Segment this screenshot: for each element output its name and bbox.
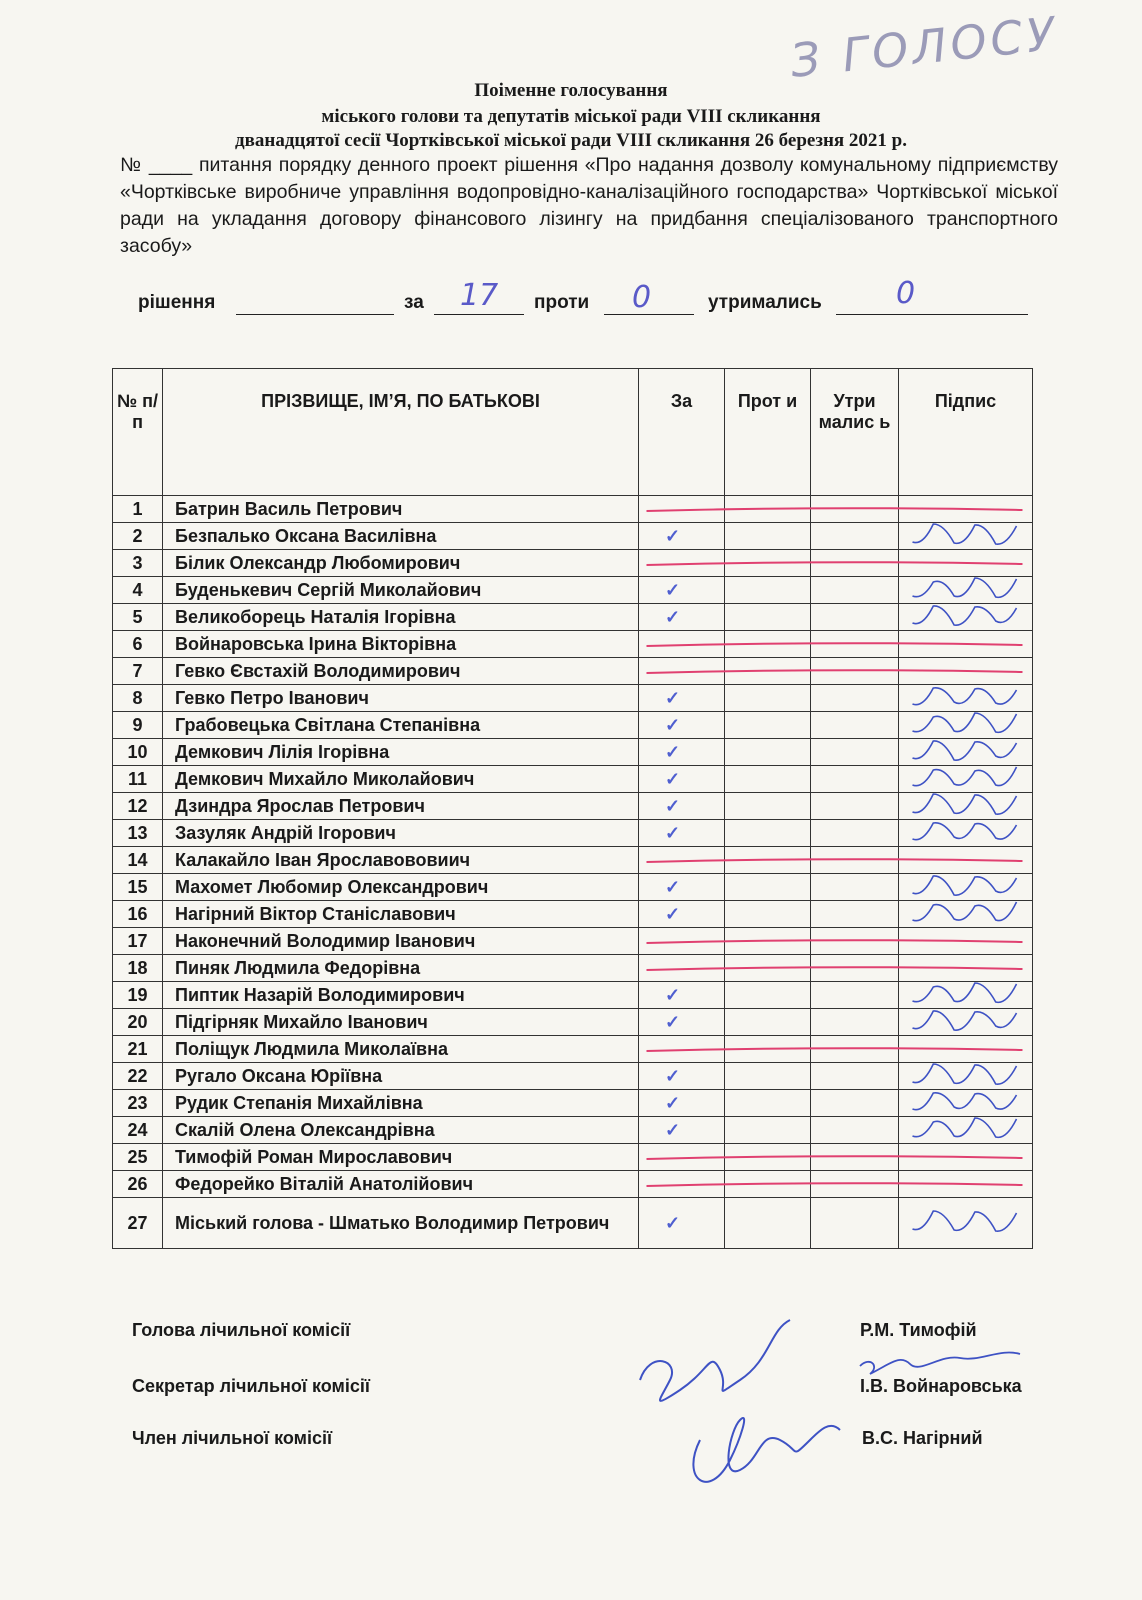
table-row (113, 1117, 1033, 1144)
signature-cell (899, 739, 1033, 766)
vote-for-cell (639, 928, 725, 955)
deputy-name: Скалій Олена Олександрівна (163, 1117, 639, 1144)
signature-cell (899, 1090, 1033, 1117)
chair-signature (860, 1352, 1020, 1374)
vote-for-cell: ✓ (639, 1009, 725, 1036)
vote-abstained-cell (811, 685, 899, 712)
table-row (113, 1036, 1033, 1063)
vote-for-cell (639, 1171, 725, 1198)
vote-against-cell (725, 847, 811, 874)
signature-cell (899, 982, 1033, 1009)
vote-against-cell (725, 1009, 811, 1036)
deputy-name: Гевко Петро Іванович (163, 685, 639, 712)
row-number: 23 (113, 1090, 163, 1117)
row-number: 7 (113, 658, 163, 685)
decision-blank (236, 314, 394, 315)
deputy-name: Нагірний Віктор Станіславович (163, 901, 639, 928)
table-row (113, 847, 1033, 874)
row-number: 16 (113, 901, 163, 928)
deputy-name: Дзиндра Ярослав Петрович (163, 793, 639, 820)
col-against-header: Прот и (725, 369, 811, 496)
deputy-name: Підгірняк Михайло Іванович (163, 1009, 639, 1036)
vote-against-cell (725, 712, 811, 739)
against-count: 0 (632, 280, 652, 315)
vote-abstained-cell (811, 1198, 899, 1249)
vote-for-cell: ✓ (639, 1198, 725, 1249)
vote-against-cell (725, 577, 811, 604)
vote-abstained-cell (811, 1090, 899, 1117)
row-number: 22 (113, 1063, 163, 1090)
vote-abstained-cell (811, 820, 899, 847)
vote-against-cell (725, 955, 811, 982)
vote-against-cell (725, 928, 811, 955)
table-row (113, 496, 1033, 523)
table-header-row (113, 369, 1033, 496)
table-row (113, 982, 1033, 1009)
table-row (113, 550, 1033, 577)
table-row (113, 793, 1033, 820)
vote-for-cell: ✓ (639, 874, 725, 901)
secretary-signature (640, 1320, 790, 1401)
table-row (113, 928, 1033, 955)
abstained-label: утримались (708, 292, 822, 313)
col-num-header: № п/п (113, 369, 163, 496)
vote-abstained-cell (811, 496, 899, 523)
vote-abstained-cell (811, 928, 899, 955)
signature-cell (899, 928, 1033, 955)
deputy-name: Буденькевич Сергій Миколайович (163, 577, 639, 604)
col-signature-header: Підпис (899, 369, 1033, 496)
deputy-name: Поліщук Людмила Миколаївна (163, 1036, 639, 1063)
row-number: 1 (113, 496, 163, 523)
row-number: 10 (113, 739, 163, 766)
deputy-name: Безпалько Оксана Василівна (163, 523, 639, 550)
vote-for-cell: ✓ (639, 739, 725, 766)
deputy-name: Федорейко Віталій Анатолійович (163, 1171, 639, 1198)
vote-against-cell (725, 1036, 811, 1063)
row-number: 27 (113, 1198, 163, 1249)
member-signature (693, 1418, 840, 1482)
signature-cell (899, 793, 1033, 820)
table-row (113, 1063, 1033, 1090)
table-row (113, 685, 1033, 712)
vote-against-cell (725, 820, 811, 847)
vote-against-cell (725, 523, 811, 550)
table-row (113, 1171, 1033, 1198)
row-number: 15 (113, 874, 163, 901)
vote-for-cell: ✓ (639, 1090, 725, 1117)
vote-for-cell (639, 1144, 725, 1171)
row-number: 26 (113, 1171, 163, 1198)
vote-for-cell: ✓ (639, 604, 725, 631)
vote-abstained-cell (811, 658, 899, 685)
signature-cell (899, 766, 1033, 793)
vote-for-cell (639, 631, 725, 658)
vote-abstained-cell (811, 739, 899, 766)
table-row (113, 874, 1033, 901)
deputy-name: Рудик Степанія Михайлівна (163, 1090, 639, 1117)
signature-cell (899, 901, 1033, 928)
signature-cell (899, 523, 1033, 550)
member-name: В.С. Нагірний (862, 1428, 983, 1448)
secretary-label: Секретар лічильної комісії (132, 1376, 370, 1396)
decision-label: рішення (138, 292, 216, 313)
table-row (113, 1090, 1033, 1117)
signature-cell (899, 1009, 1033, 1036)
member-label: Член лічильної комісії (132, 1428, 333, 1448)
deputy-name: Пиняк Людмила Федорівна (163, 955, 639, 982)
signature-cell (899, 847, 1033, 874)
row-number: 18 (113, 955, 163, 982)
vote-for-cell: ✓ (639, 901, 725, 928)
row-number: 8 (113, 685, 163, 712)
vote-abstained-cell (811, 982, 899, 1009)
vote-for-cell: ✓ (639, 685, 725, 712)
row-number: 2 (113, 523, 163, 550)
signature-cell (899, 1036, 1033, 1063)
row-number: 6 (113, 631, 163, 658)
vote-abstained-cell (811, 550, 899, 577)
deputy-name: Демкович Михайло Миколайович (163, 766, 639, 793)
row-number: 17 (113, 928, 163, 955)
vote-for-cell (639, 550, 725, 577)
table-row (113, 631, 1033, 658)
deputy-name: Махомет Любомир Олександрович (163, 874, 639, 901)
signature-cell (899, 955, 1033, 982)
signature-cell (899, 685, 1033, 712)
vote-against-cell (725, 658, 811, 685)
vote-against-cell (725, 739, 811, 766)
deputy-name: Войнаровська Ірина Вікторівна (163, 631, 639, 658)
deputy-name: Грабовецька Світлана Степанівна (163, 712, 639, 739)
vote-for-cell: ✓ (639, 793, 725, 820)
table-body (113, 496, 1033, 1249)
vote-against-cell (725, 550, 811, 577)
vote-against-cell (725, 1063, 811, 1090)
deputy-name: Зазуляк Андрій Ігорович (163, 820, 639, 847)
vote-for-cell: ✓ (639, 766, 725, 793)
vote-table (112, 368, 1033, 1249)
deputy-name: Батрин Василь Петрович (163, 496, 639, 523)
vote-against-cell (725, 793, 811, 820)
signature-cell (899, 631, 1033, 658)
col-name-header: ПРІЗВИЩЕ, ІМ’Я, ПО БАТЬКОВІ (163, 369, 639, 496)
table-row (113, 901, 1033, 928)
vote-against-cell (725, 982, 811, 1009)
table-row (113, 739, 1033, 766)
signature-cell (899, 820, 1033, 847)
signature-cell (899, 1198, 1033, 1249)
vote-abstained-cell (811, 712, 899, 739)
row-number: 14 (113, 847, 163, 874)
vote-abstained-cell (811, 901, 899, 928)
table-row (113, 1198, 1033, 1249)
vote-abstained-cell (811, 523, 899, 550)
signature-cell (899, 1063, 1033, 1090)
vote-for-cell: ✓ (639, 1117, 725, 1144)
vote-for-cell (639, 847, 725, 874)
vote-for-cell: ✓ (639, 712, 725, 739)
row-number: 13 (113, 820, 163, 847)
agenda-description: № ____ питання порядку денного проект рішення «Про надання дозволу комунальному підприємству «Чортківське виробниче управління водопровідно-каналізаційного господарства» Чортківської міської ради на укладання договору фінансового лізингу на придбання спеціалізованого транспортного засобу» (120, 154, 1058, 257)
vote-against-cell (725, 685, 811, 712)
signature-cell (899, 874, 1033, 901)
vote-against-cell (725, 631, 811, 658)
vote-against-cell (725, 496, 811, 523)
table-row (113, 820, 1033, 847)
vote-abstained-cell (811, 604, 899, 631)
row-number: 12 (113, 793, 163, 820)
vote-abstained-cell (811, 766, 899, 793)
vote-for-cell (639, 955, 725, 982)
chair-label: Голова лічильної комісії (132, 1320, 351, 1340)
row-number: 11 (113, 766, 163, 793)
deputy-name: Великоборець Наталія Ігорівна (163, 604, 639, 631)
vote-against-cell (725, 1171, 811, 1198)
vote-against-cell (725, 874, 811, 901)
signature-cell (899, 712, 1033, 739)
row-number: 9 (113, 712, 163, 739)
for-count: 17 (460, 278, 499, 313)
vote-for-cell: ✓ (639, 1063, 725, 1090)
session-line: дванадцятої сесії Чортківської міської ради VIII скликання 26 березня 2021 р. (235, 130, 907, 151)
table-row (113, 577, 1033, 604)
signature-cell (899, 550, 1033, 577)
vote-for-cell: ✓ (639, 820, 725, 847)
deputy-name: Ругало Оксана Юріївна (163, 1063, 639, 1090)
table-row (113, 712, 1033, 739)
deputy-name: Наконечний Володимир Іванович (163, 928, 639, 955)
vote-abstained-cell (811, 577, 899, 604)
col-abstained-header: Утри малис ь (811, 369, 899, 496)
row-number: 5 (113, 604, 163, 631)
row-number: 19 (113, 982, 163, 1009)
vote-abstained-cell (811, 847, 899, 874)
signature-cell (899, 1117, 1033, 1144)
col-for-header: За (639, 369, 725, 496)
vote-against-cell (725, 1117, 811, 1144)
vote-abstained-cell (811, 955, 899, 982)
vote-abstained-cell (811, 793, 899, 820)
vote-for-cell: ✓ (639, 982, 725, 1009)
vote-abstained-cell (811, 631, 899, 658)
deputy-name: Гевко Євстахій Володимирович (163, 658, 639, 685)
vote-abstained-cell (811, 1171, 899, 1198)
handwritten-note: З ГОЛОСУ (787, 6, 1061, 88)
row-number: 25 (113, 1144, 163, 1171)
vote-for-cell (639, 658, 725, 685)
table-row (113, 604, 1033, 631)
vote-abstained-cell (811, 1144, 899, 1171)
against-label: проти (534, 292, 590, 313)
signature-cell (899, 1144, 1033, 1171)
vote-abstained-cell (811, 1036, 899, 1063)
row-number: 21 (113, 1036, 163, 1063)
vote-against-cell (725, 1090, 811, 1117)
signature-cell (899, 604, 1033, 631)
vote-against-cell (725, 901, 811, 928)
for-blank (434, 314, 524, 315)
vote-against-cell (725, 604, 811, 631)
table-row (113, 1009, 1033, 1036)
deputy-name: Білик Олександр Любомирович (163, 550, 639, 577)
deputy-name: Міський голова - Шматько Володимир Петрович (163, 1198, 639, 1249)
vote-against-cell (725, 766, 811, 793)
table-row (113, 658, 1033, 685)
deputy-name: Калакайло Іван Ярославововиич (163, 847, 639, 874)
deputy-name: Пиптик Назарій Володимирович (163, 982, 639, 1009)
vote-for-cell: ✓ (639, 523, 725, 550)
signature-cell (899, 658, 1033, 685)
table-row (113, 523, 1033, 550)
document-subtitle: міського голови та депутатів міської ради VIII скликання (321, 106, 821, 127)
vote-against-cell (725, 1198, 811, 1249)
abstained-blank (836, 314, 1028, 315)
signature-cell (899, 1171, 1033, 1198)
deputy-name: Демкович Лілія Ігорівна (163, 739, 639, 766)
table-row (113, 1144, 1033, 1171)
vote-for-cell (639, 1036, 725, 1063)
row-number: 3 (113, 550, 163, 577)
vote-for-cell: ✓ (639, 577, 725, 604)
vote-abstained-cell (811, 1009, 899, 1036)
table-row (113, 955, 1033, 982)
vote-abstained-cell (811, 1117, 899, 1144)
row-number: 4 (113, 577, 163, 604)
for-label: за (404, 292, 424, 313)
document-title: Поіменне голосування (474, 80, 668, 101)
vote-for-cell (639, 496, 725, 523)
vote-against-cell (725, 1144, 811, 1171)
chair-name: Р.М. Тимофій (860, 1320, 977, 1340)
vote-abstained-cell (811, 874, 899, 901)
row-number: 20 (113, 1009, 163, 1036)
deputy-name: Тимофій Роман Мирославович (163, 1144, 639, 1171)
row-number: 24 (113, 1117, 163, 1144)
signature-cell (899, 496, 1033, 523)
secretary-name: І.В. Войнаровська (860, 1376, 1022, 1396)
abstained-count: 0 (896, 276, 916, 311)
vote-abstained-cell (811, 1063, 899, 1090)
signature-cell (899, 577, 1033, 604)
table-row (113, 766, 1033, 793)
